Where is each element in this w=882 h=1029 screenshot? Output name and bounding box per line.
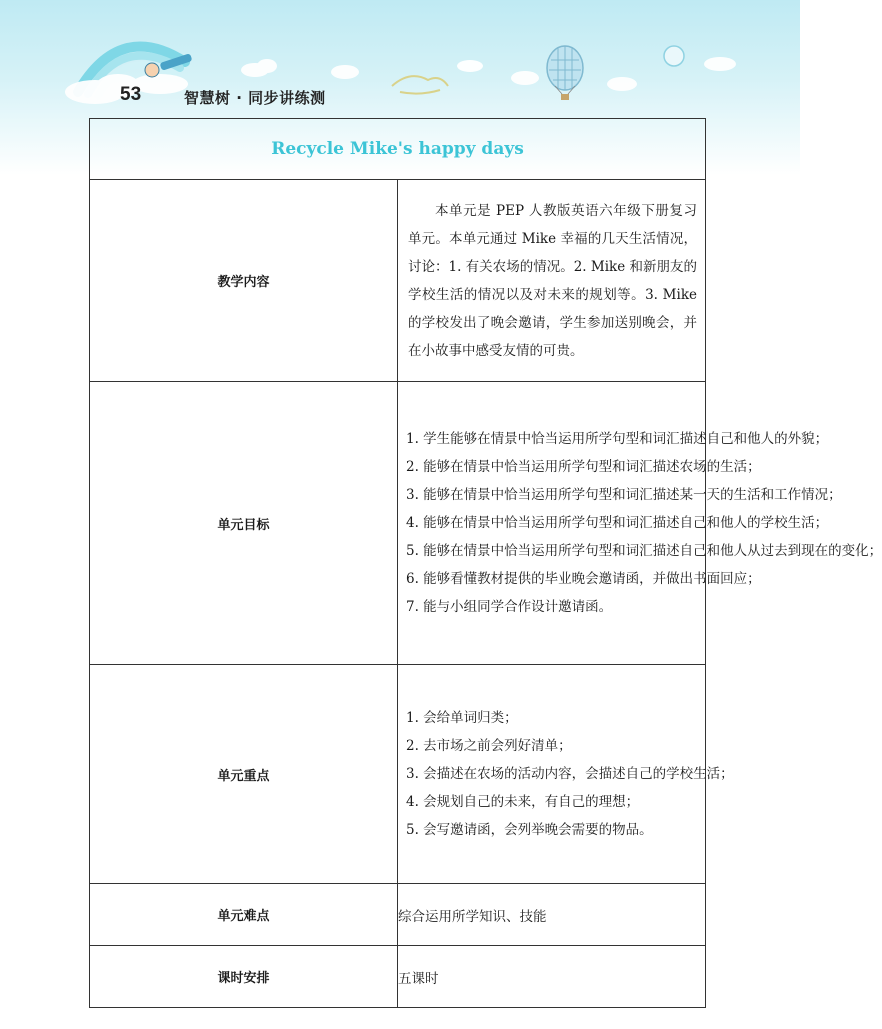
list-item: 1. 学生能够在情景中恰当运用所学句型和词汇描述自己和他人的外貌； bbox=[406, 431, 829, 447]
teaching-content-cell bbox=[398, 180, 706, 382]
list-item: 5. 能够在情景中恰当运用所学句型和词汇描述自己和他人从过去到现在的变化； bbox=[406, 543, 882, 559]
row-label-teaching-content: 教学内容 bbox=[90, 180, 398, 382]
key-points-list bbox=[398, 704, 734, 844]
page-number: 53 bbox=[120, 84, 142, 105]
table-row bbox=[90, 946, 706, 1008]
table-row bbox=[90, 119, 706, 180]
hot-air-balloon-icon bbox=[547, 46, 583, 100]
list-item: 3. 会描述在农场的活动内容，会描述自己的学校生活； bbox=[406, 766, 734, 782]
unit-objectives-cell bbox=[398, 382, 882, 665]
unit-title: Recycle Mike's happy days bbox=[90, 119, 706, 180]
row-label-unit-objectives: 单元目标 bbox=[90, 382, 398, 665]
key-points-cell bbox=[398, 665, 734, 884]
list-item: 4. 会规划自己的未来，有自己的理想； bbox=[406, 794, 640, 810]
row-label-difficulties: 单元难点 bbox=[90, 884, 398, 946]
list-item: 3. 能够在情景中恰当运用所学句型和词汇描述某一天的生活和工作情况； bbox=[406, 487, 842, 503]
list-item: 6. 能够看懂教材提供的毕业晚会邀请函，并做出书面回应； bbox=[406, 571, 761, 587]
list-item: 2. 去市场之前会列好清单； bbox=[406, 738, 572, 754]
list-item: 4. 能够在情景中恰当运用所学句型和词汇描述自己和他人的学校生活； bbox=[406, 515, 829, 531]
row-label-key-points: 单元重点 bbox=[90, 665, 398, 884]
table-row bbox=[90, 180, 706, 382]
list-item: 5. 会写邀请函，会列举晚会需要的物品。 bbox=[406, 822, 653, 838]
row-label-schedule: 课时安排 bbox=[90, 946, 398, 1008]
table-row bbox=[90, 382, 706, 665]
sun-icon bbox=[664, 46, 684, 66]
list-item: 7. 能与小组同学合作设计邀请函。 bbox=[406, 599, 613, 615]
list-item: 1. 会给单词归类； bbox=[406, 710, 518, 726]
difficulties-text: 综合运用所学知识、技能 bbox=[398, 884, 706, 946]
objectives-list bbox=[398, 425, 882, 621]
lesson-plan-table bbox=[89, 118, 882, 1008]
book-title: 智慧树 · 同步讲练测 bbox=[184, 89, 326, 107]
bird-icon bbox=[392, 76, 448, 93]
table-row bbox=[90, 665, 706, 884]
teaching-content-text: 本单元是 PEP 人教版英语六年级下册复习单元。本单元通过 Mike 幸福的几天生活情况，讨论：1. 有关农场的情况。2. Mike 和新朋友的学校生活的情况以及对未来的规划等。3. Mike 的学校发出了晚会邀请，学生参加送别晚会，并在小故事中感受友情的可贵。 bbox=[408, 202, 697, 359]
table-row bbox=[90, 884, 706, 946]
list-item: 2. 能够在情景中恰当运用所学句型和词汇描述农场的生活； bbox=[406, 459, 761, 475]
schedule-text: 五课时 bbox=[398, 946, 706, 1008]
